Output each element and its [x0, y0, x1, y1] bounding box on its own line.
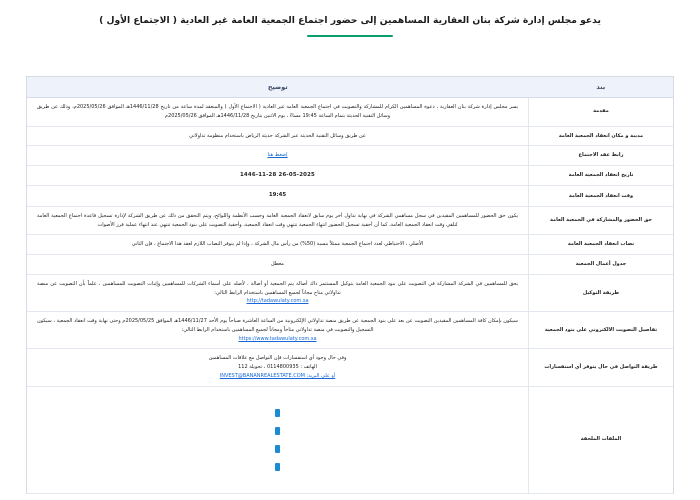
- title-underline: [307, 35, 393, 38]
- table-head: [27, 77, 673, 98]
- document-header: [0, 0, 700, 37]
- meeting-link[interactable]: إضغط هنا: [267, 152, 288, 159]
- table-row: [27, 235, 673, 255]
- row-value: [27, 98, 529, 127]
- row-value: [27, 166, 529, 186]
- row-label: وقت انعقاد الجمعية العامة: [529, 186, 674, 206]
- row-value: [27, 186, 529, 206]
- table-header-row: [27, 77, 673, 98]
- row-value: [27, 235, 529, 255]
- attachment-item[interactable]: [275, 427, 280, 435]
- row-value: [27, 126, 529, 146]
- row-label: الملفات الملحقة: [529, 386, 674, 493]
- row-label: مدينة و مكان انعقاد الجمعية العامة: [529, 126, 674, 146]
- row-value-line: الأصلي ، الاحتياطي لعدد اجتماع الجمعية ممثلاً بنسبة (50%) من رأس مال الشركة ، وإذا لم يتوفر النصاب اللازم لعقد هذا الاجتماع ، فإن الثاني: [131, 241, 424, 248]
- table-row: [27, 146, 673, 166]
- row-value: [27, 312, 529, 349]
- table-row: [27, 98, 673, 127]
- title-underline-wrap: [26, 35, 674, 38]
- table-row: [27, 274, 673, 311]
- row-label: طريقة التوكيل: [529, 274, 674, 311]
- column-header-value: توضيح: [27, 77, 529, 98]
- row-value-line: يسر مجلس إدارة شركة بنان العقارية ، دعوة المساهمين الكرام للمشاركة والتصويت في اجتماع الجمعية العامة غير العادية ( الاجتماع الأول ) والمنعقد لمدة ساعة من تاريخ 1446/11/28هـ الموافق 2025/05/26م، وذلك عن طريق وسائل التقنية الحديثة بتمام الساعة 19:45 مساءً ، يوم الاثنين بتاريخ 1446/11/28هـ الموافق 2025/05/26م: [37, 104, 518, 119]
- attachment-item[interactable]: [275, 463, 280, 471]
- row-value-line: سيكون بإمكان كافة المساهمين المقيدين التصويت عن بعد على بنود الجمعية عن طريق منصة تداولاتي الإلكترونية من الساعة العاشرة صباحاً يوم الأحد 1446/11/27هـ الموافق 2025/05/25م وحتى نهاية وقت انعقاد الجمعية ، سيكون التسجيل والتصويت في منصة تداولاتي متاحاً ومجاناً لجميع المساهمين باستخدام الرابط التالي:: [37, 318, 518, 333]
- details-table: [27, 77, 673, 494]
- table-row: [27, 349, 673, 386]
- table-row: [27, 255, 673, 275]
- row-value-line: عن طريق وسائل التقنية الحديثة عبر الشركة حديثة الرياض باستخدام منظومة تداولاتي: [189, 132, 366, 139]
- table-row: [27, 312, 673, 349]
- table-row: [27, 166, 673, 186]
- attachment-item[interactable]: [275, 409, 280, 417]
- row-label: تفاصيل التصويت الالكتروني على بنود الجمعية: [529, 312, 674, 349]
- table-row: [27, 186, 673, 206]
- row-value: [27, 274, 529, 311]
- row-label: جدول أعمال الجمعية: [529, 255, 674, 275]
- tadawulaty-voting-link[interactable]: https://www.tadawulaty.com.sa: [238, 335, 317, 342]
- row-label: رابط عقد الاجتماع: [529, 146, 674, 166]
- meeting-date: 26-05-2025 1446-11-28: [239, 172, 316, 178]
- row-value-line: معطل: [271, 261, 284, 268]
- row-value: [27, 255, 529, 275]
- row-value: [27, 146, 529, 166]
- column-header-label: بند: [529, 77, 674, 98]
- attachment-item[interactable]: [275, 445, 280, 453]
- meeting-time: 19:45: [268, 192, 287, 199]
- row-value: [27, 349, 529, 386]
- row-label: نصاب انعقاد الجمعية العامة: [529, 235, 674, 255]
- contact-email[interactable]: أو على البريد: INVEST@BANANREALESTATE.COM: [219, 372, 336, 379]
- row-label: حق الحضور والمشاركة في الجمعية العامة: [529, 206, 674, 235]
- attachments-cell: [27, 386, 529, 493]
- row-value-line: يحق للمساهمين في الشركة المشاركة في التصويت على بنود الجمعية العامة بتوكيل المستثمر ذاك أصالة يتم الجمعية أو أصالة ، لأصله على أسماء الشركات للمساهمين وإثبات التصويت للمساهمين ، علماً بأن التصويت عن منصة تداولاتي متاح مجاناً لجميع المساهمين باستخدام الرابط التالي:: [37, 280, 518, 296]
- row-value-line: يكون حق الحضور للمساهمين المقيدين في سجل مساهمي الشركة في نهاية تداول أخر يوم سابق لانعقاد الجمعية العامة وحسب الأنظمة واللوائح، ويتم التحقق من ذلك عن طريق الشركة لإدارة تسجيل قاعدة اجتماع الجمعية العامة لتلقي وقت انعقاد الجمعية العامة، كما أن أحقية تسجيل الحضور انتهاء الجمعية تنتهي وقت انعقاد الجمعية، وأحقية التصويت على بنود الجمعية تنتهي عند انتهاء عملية فرز الأصوات: [37, 212, 518, 228]
- row-label: مقدمة: [529, 98, 674, 127]
- tadawulaty-link[interactable]: http://tadawulaty.com.sa: [246, 298, 309, 305]
- table-body: [27, 98, 673, 494]
- table-row: [27, 126, 673, 146]
- row-value: [27, 206, 529, 235]
- attachment-list: [37, 409, 518, 471]
- table-row: [27, 206, 673, 235]
- row-label: تاريخ انعقاد الجمعية العامة: [529, 166, 674, 186]
- contact-phone: الهاتف : 0114800935 ، تحويلة 112: [238, 364, 317, 371]
- row-label: طريقة التواصل في حال يتوفر أي استفسارات: [529, 349, 674, 386]
- page-title: يدعو مجلس إدارة شركة بنان العقارية المساهمين إلى حضور اجتماع الجمعية العامة غير العادية ( الاجتماع الأول ): [99, 15, 601, 26]
- details-table-wrap: [26, 76, 674, 494]
- table-row: [27, 386, 673, 493]
- contact-note: وفي حال وجود أي استفسارات فإن التواصل مع علاقات المساهمين: [208, 355, 347, 362]
